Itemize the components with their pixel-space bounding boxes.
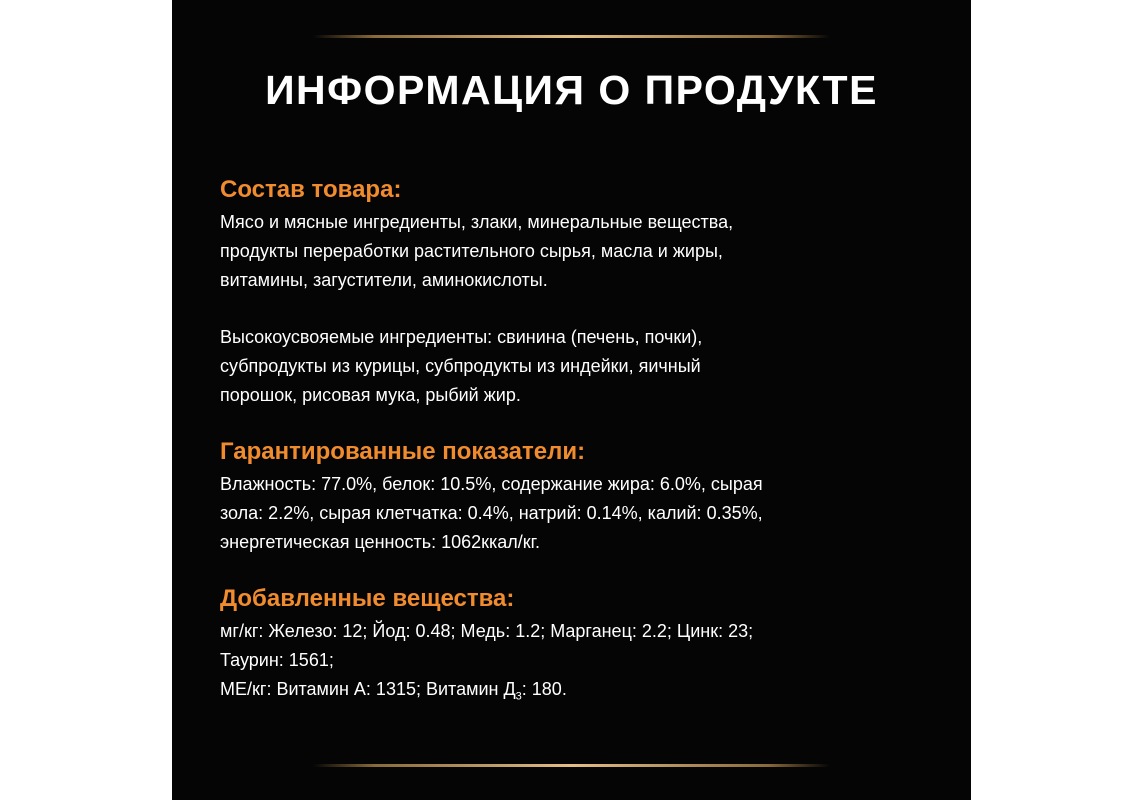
text-line-vitamins <box>220 675 920 704</box>
guaranteed-section <box>220 434 920 557</box>
text-line: порошок, рисовая мука, рыбий жир. <box>220 385 521 405</box>
text-line: Мясо и мясные ингредиенты, злаки, минеральные вещества, <box>220 212 734 232</box>
composition-section <box>220 172 920 410</box>
product-info-panel <box>172 0 971 800</box>
guaranteed-heading: Гарантированные показатели: <box>220 438 586 465</box>
additives-paragraph <box>220 617 920 704</box>
text-line: Влажность: 77.0%, белок: 10.5%, содержание жира: 6.0%, сырая <box>220 474 763 494</box>
guaranteed-paragraph <box>220 470 920 557</box>
vitamins-prefix: МЕ/кг: Витамин А: 1315; Витамин Д <box>220 679 516 699</box>
additives-heading: Добавленные вещества: <box>220 585 515 612</box>
page-title: ИНФОРМАЦИЯ О ПРОДУКТЕ <box>265 67 878 113</box>
text-line: субпродукты из курицы, субпродукты из индейки, яичный <box>220 356 701 376</box>
content-area <box>220 172 920 704</box>
text-line: Таурин: 1561; <box>220 650 334 670</box>
text-line: мг/кг: Железо: 12; Йод: 0.48; Медь: 1.2; Марганец: 2.2; Цинк: 23; <box>220 621 754 641</box>
composition-paragraph-2 <box>220 323 920 410</box>
text-line: энергетическая ценность: 1062ккал/кг. <box>220 532 541 552</box>
text-line: Высокоусвояемые ингредиенты: свинина (печень, почки), <box>220 327 703 347</box>
bottom-gold-divider <box>313 764 830 767</box>
text-line: зола: 2.2%, сырая клетчатка: 0.4%, натрий: 0.14%, калий: 0.35%, <box>220 503 763 523</box>
additives-section <box>220 581 920 704</box>
text-line: продукты переработки растительного сырья, масла и жиры, <box>220 241 723 261</box>
vitamins-suffix: : 180. <box>521 679 567 699</box>
composition-heading: Состав товара: <box>220 176 402 203</box>
composition-paragraph-1 <box>220 208 920 295</box>
vitamin-d-subscript: 3 <box>515 690 522 703</box>
top-gold-divider <box>313 35 830 38</box>
text-line: витамины, загустители, аминокислоты. <box>220 270 548 290</box>
